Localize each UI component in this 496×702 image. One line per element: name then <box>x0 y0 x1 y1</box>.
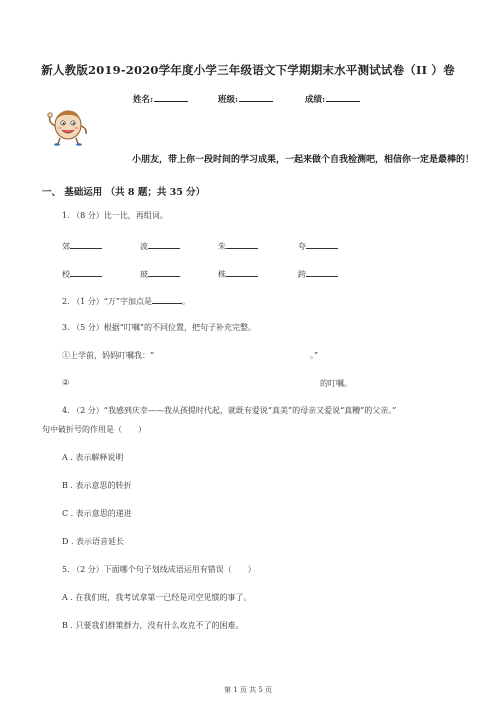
q1-char: 郊 <box>62 242 70 251</box>
q1-item <box>218 268 258 280</box>
answer-blank[interactable] <box>152 295 182 304</box>
q1-char: 夸 <box>298 242 306 251</box>
page-footer: 第 1 页 共 5 页 <box>223 686 273 694</box>
question-2-stem <box>62 295 190 307</box>
q5-option-b[interactable]: B . 只要我们群策群力，没有什么攻克不了的困难。 <box>62 621 244 630</box>
score-field <box>305 93 360 105</box>
exam-title: 新人教版2019-2020学年度小学三年级语文下学期期末水平测试试卷（II ）卷 <box>41 63 455 77</box>
answer-blank[interactable] <box>226 240 258 249</box>
score-blank <box>326 93 360 102</box>
q3-line-2-start: ② <box>62 378 70 387</box>
q2-end: 。 <box>182 297 190 306</box>
question-4-stem-line2: 句中破折号的作用是（ ） <box>42 425 146 434</box>
q4-option-b[interactable]: B . 表示意思的转折 <box>62 481 132 490</box>
q1-item <box>218 240 258 252</box>
q2-text: 2. （1 分）“万”字加点是 <box>62 297 152 306</box>
q1-char: 校 <box>62 270 70 279</box>
name-blank <box>154 93 188 102</box>
q1-char: 波 <box>140 242 148 251</box>
q1-char: 朱 <box>218 242 226 251</box>
q4-option-c[interactable]: C . 表示意思的递进 <box>62 509 132 518</box>
q1-item <box>140 240 180 252</box>
q1-char: 跨 <box>298 270 306 279</box>
q1-char: 株 <box>218 270 226 279</box>
question-1-stem: 1. （8 分）比一比，再组词。 <box>62 211 168 220</box>
q4-option-d[interactable]: D . 表示语音延长 <box>62 537 125 546</box>
q1-item <box>140 268 180 280</box>
cartoon-egg-boy-icon <box>46 108 90 146</box>
q1-item <box>62 240 102 252</box>
question-4-stem-line1: 4. （2 分）“我感到庆幸——我从孩提时代起，就既有爱说“真美”的母亲又爱说“真糟”的父亲。” <box>62 406 397 415</box>
answer-blank[interactable] <box>70 240 102 249</box>
answer-blank[interactable] <box>306 240 338 249</box>
question-5-stem: 5. （2 分）下面哪个句子划线成语运用有错误（ ） <box>62 565 256 574</box>
q3-line-1-start: ①上学前，妈妈叮嘱我：“ <box>62 351 155 360</box>
q3-line-1-end: 。” <box>310 351 319 360</box>
class-field <box>218 93 273 105</box>
q4-option-a[interactable]: A . 表示解释说明 <box>62 453 124 462</box>
question-3-stem: 3. （5 分）根据“叮嘱”的不同位置，把句子补充完整。 <box>62 323 256 332</box>
q1-char: 玻 <box>140 270 148 279</box>
answer-blank[interactable] <box>148 268 180 277</box>
name-label: 姓名: <box>133 95 154 105</box>
score-label: 成绩: <box>305 95 326 105</box>
q1-item <box>62 268 102 280</box>
q1-item <box>298 240 338 252</box>
answer-blank[interactable] <box>306 268 338 277</box>
name-field <box>133 93 188 105</box>
answer-blank[interactable] <box>70 268 102 277</box>
q1-item <box>298 268 338 280</box>
encouragement-text: 小朋友，带上你一段时间的学习成果，一起来做个自我检测吧，相信你一定是最棒的！ <box>131 155 474 165</box>
answer-blank[interactable] <box>148 240 180 249</box>
class-label: 班级: <box>218 95 239 105</box>
q3-line-2-end: 的叮嘱。 <box>320 379 352 388</box>
answer-blank[interactable] <box>226 268 258 277</box>
class-blank <box>239 93 273 102</box>
section-heading: 一、 基础运用 （共 8 题；共 35 分） <box>42 187 206 198</box>
q5-option-a[interactable]: A . 在我们班，我考试拿第一已经是司空见惯的事了。 <box>62 593 252 602</box>
